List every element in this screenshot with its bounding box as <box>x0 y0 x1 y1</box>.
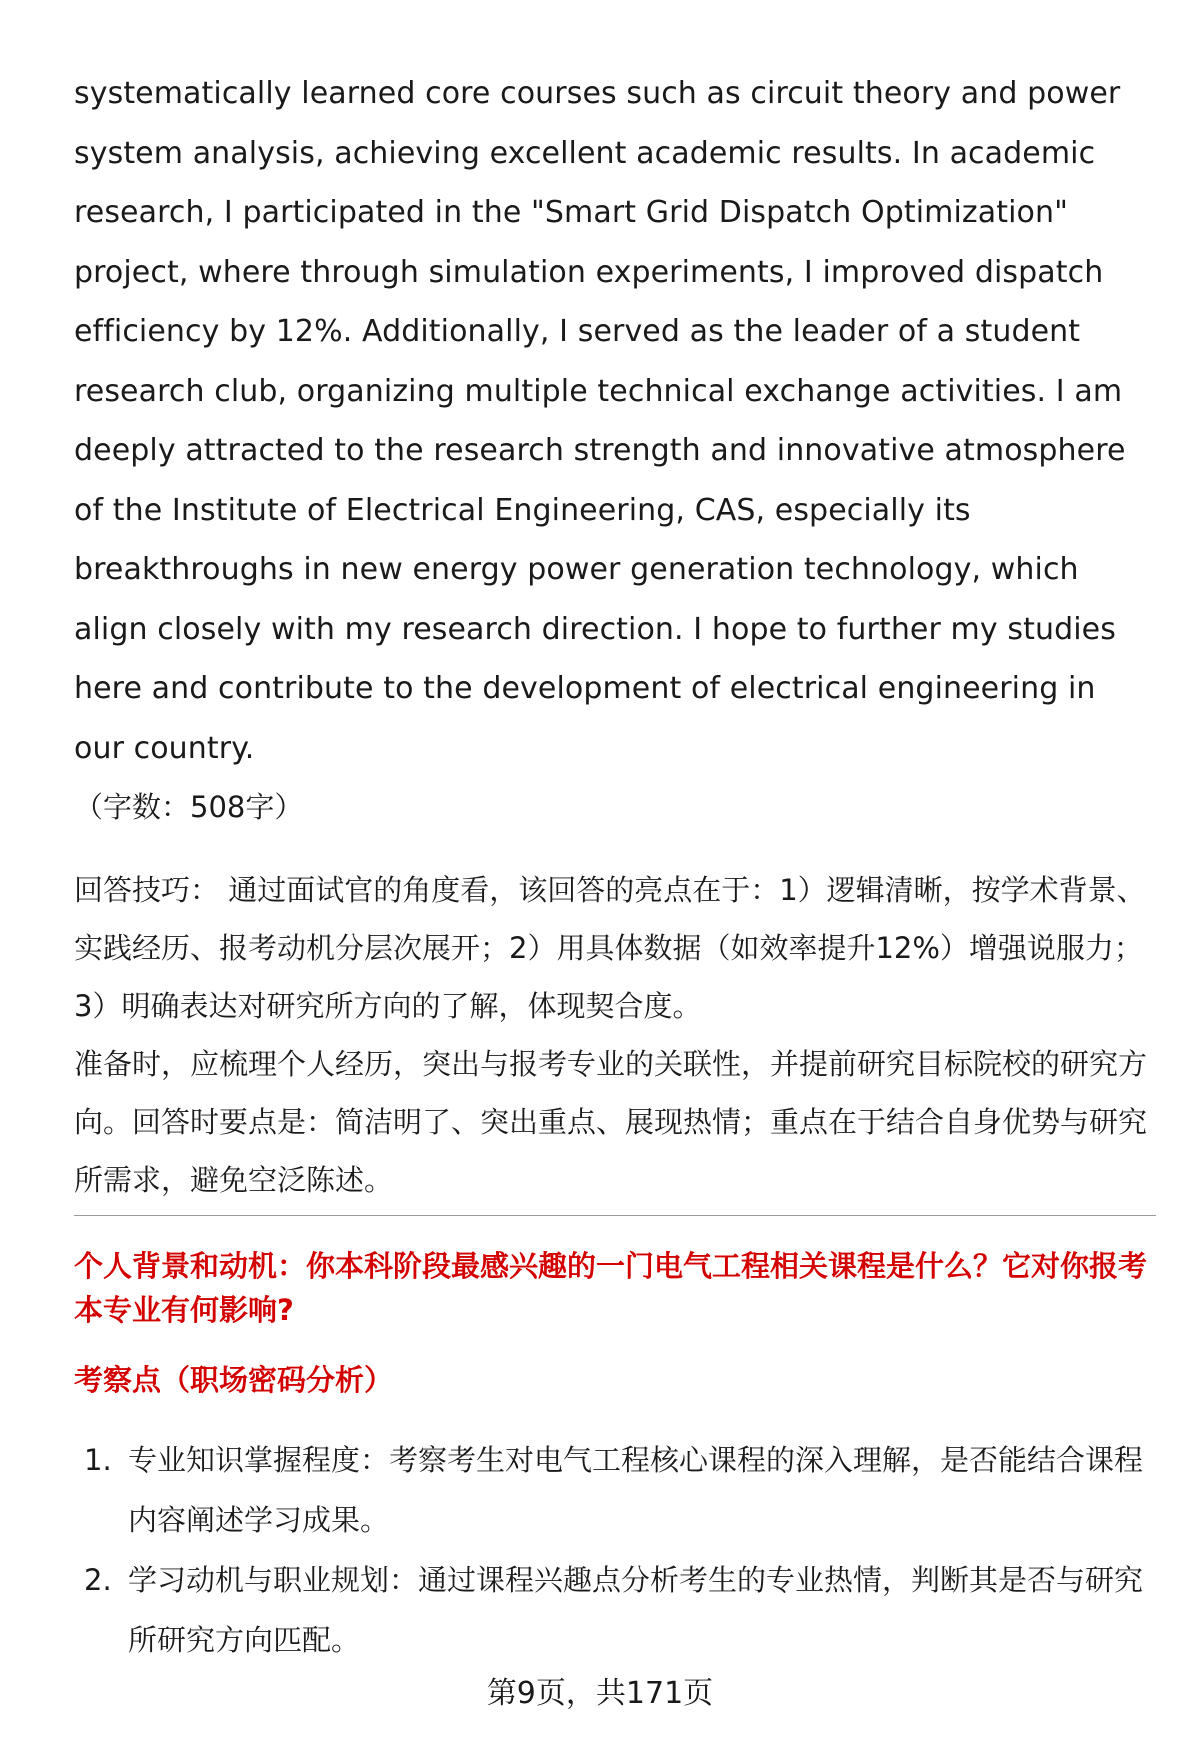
tips-paragraph-1: 回答技巧： 通过面试官的角度看，该回答的亮点在于：1）逻辑清晰，按学术背景、实践经历、报考动机分层次展开；2）用具体数据（如效率提升12%）增强说服力；3）明确表达对研究所方向的了解，体现契合度。 <box>74 873 1146 1023</box>
page-number: 第9页，共171页 <box>486 1676 714 1711</box>
word-count: （字数：508字） <box>74 790 304 824</box>
tips-paragraph-2: 准备时，应梳理个人经历，突出与报考专业的关联性，并提前研究目标院校的研究方向。回答时要点是：简洁明了、突出重点、展现热情；重点在于结合自身优势与研究所需求，避免空泛陈述。 <box>74 1047 1148 1197</box>
list-item-text: 专业知识掌握程度：考察考生对电气工程核心课程的深入理解，是否能结合课程内容阐述学习成果。 <box>128 1443 1144 1537</box>
list-item <box>74 1430 1156 1550</box>
assessment-points-list <box>74 1430 1156 1670</box>
list-item-number: 2. <box>84 1563 112 1597</box>
list-item-number: 1. <box>84 1443 112 1477</box>
question-title: 个人背景和动机：你本科阶段最感兴趣的一门电气工程相关课程是什么？它对你报考本专业有何影响? <box>74 1249 1148 1327</box>
list-item <box>74 1550 1156 1670</box>
list-item-text: 学习动机与职业规划：通过课程兴趣点分析考生的专业热情，判断其是否与研究所研究方向匹配。 <box>128 1563 1144 1657</box>
section-divider <box>74 1215 1156 1216</box>
section-heading: 考察点（职场密码分析） <box>74 1363 394 1397</box>
answer-english-paragraph: systematically learned core courses such as circuit theory and power system analysis, achieving excellent academic results. In academic research, I participated in the "Smart Grid Dispatch Optimization" project, where through simulation experiments, I improved dispatch efficiency by 12%. Additionally, I served as the leader of a student research club, organizing multiple technical exchange activities. I am deeply attracted to the research strength and innovative atmosphere of the Institute of Electrical Engineering, CAS, especially its breakthroughs in new energy power generation technology, which align closely with my research direction. I hope to further my studies here and contribute to the development of electrical engineering in our country. <box>74 76 1126 766</box>
answer-tips <box>74 861 1154 1209</box>
answer-section <box>74 64 1154 1209</box>
